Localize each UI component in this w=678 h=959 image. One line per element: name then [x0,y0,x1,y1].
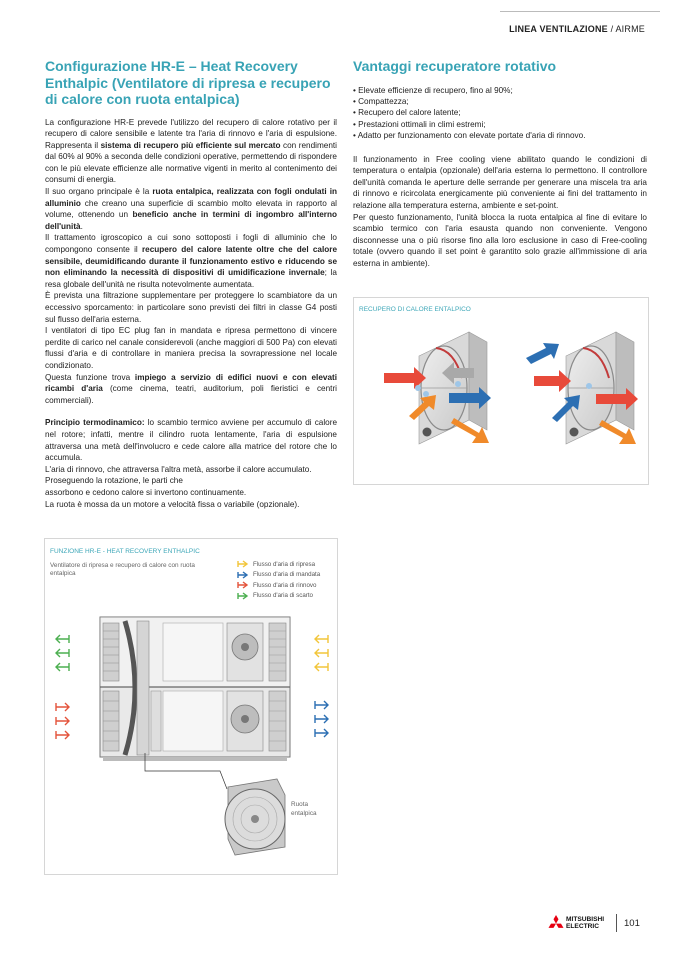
footer-brand: MITSUBISHI ELECTRIC [566,916,605,930]
legend-item: Flusso d'aria di mandata [237,570,320,581]
left-title: Configurazione HR-E – Heat Recovery Enthalpic (Ventilatore di ripresa e recupero di calore con ruota entalpica) [45,58,331,107]
footer-separator [616,914,617,932]
legend-item: Flusso d'aria di ripresa [237,559,320,570]
rotor-unit-left [384,332,491,444]
rotor-illustration [354,298,648,484]
left-paragraph-6: Questa funzione trova impiego a servizio di edifici nuovi e con elevati ricambi d'aria (come cinema, teatri, auditorium, poli fieristici e centri commerciali). [45,372,337,405]
legend-item: Flusso d'aria di rinnovo [237,580,320,591]
ahu-unit [100,617,290,761]
fresh-air-arrows [56,703,69,739]
left-paragraph-9: Proseguendo la rotazione, le parti che [45,476,183,486]
list-item: • Prestazioni ottimali in climi estremi; [353,119,486,129]
left-paragraph-3: Il trattamento igroscopico a cui sono sottoposti i fogli di alluminio che lo compongono consente il recupero del calore latente oltre che del calore sensibile, deumidificando durante il funzionamento estivo e riducendo se non eliminando la necessità di dispositivi di umidificazione invernale; la resa globale dell'unità ne risulta notevolmente aumentata. [45,233,337,289]
right-column [353,58,647,269]
header-section: LINEA VENTILAZIONE [509,24,608,34]
function-figure-subtitle: Ventilatore di ripresa e recupero di calore con ruota entalpica [50,562,195,578]
rotor-figure-label: RECUPERO DI CALORE ENTALPICO [359,306,471,313]
left-paragraph-5: I ventilatori di tipo EC plug fan in mandata e ripresa permettono di vincere perdite di carico nel canale considerevoli (anche maggiori di 500 Pa) con elevati flussi d'aria e di controllare in maniera precisa la sovrapressione nel locale condizionato. [45,326,337,370]
right-body [353,154,647,270]
list-item: • Compattezza; [353,96,409,106]
advantages-list [353,85,647,142]
legend-item: Flusso d'aria di scarto [237,591,320,602]
left-paragraph-7: Principio termodinamico: lo scambio termico avviene per accumulo di calore nel rotore; infatti, mentre il cilindro ruota lentamente, l'aria di espulsione attraversa una metà dell'involucro e cede calore alla matrice del rotore che lo accumula. [45,418,338,463]
list-item: • Recupero del calore latente; [353,108,461,118]
running-header [509,24,645,34]
left-paragraph-8: L'aria di rinnovo, che attraversa l'altra metà, assorbe il calore accumulato. [45,464,312,474]
blue-arrow [526,343,559,364]
supply-air-arrows [315,701,328,737]
left-paragraph-1: La configurazione HR-E prevede l'utilizzo del recupero di calore rotativo per il recupero di calore sensibile e latente tra l'aria di rinnovo e l'aria di espulsione. Rappresenta il sistema di recupero più efficiente sul mercato con rendimenti dal 60% al 90% a seconda delle condizioni operative, permettendo di rispondere con le più elevate efficienze alle normative vigenti in merito al contenimento dei consumi di energia. [45,117,337,185]
header-separator: / [607,24,616,34]
wheel-label: Ruota entalpica [291,801,317,817]
function-figure [44,538,338,875]
list-item: • Elevate efficienze di recupero, fino al 90%; [353,85,513,95]
left-paragraph-2: Il suo organo principale è la ruota entalpica, realizzata con fogli ondulati in alluminio che creano una superficie di scambio molto elevata in rapporto al volume, ottenendo un beneficio anche in termini di ingombro all'interno dell'unità. [45,187,337,231]
function-figure-label: FUNZIONE HR-E - HEAT RECOVERY ENTHALPIC [50,548,200,555]
rotor-unit-right [526,332,638,444]
right-title: Vantaggi recuperatore rotativo [353,58,557,74]
red-arrow [534,370,571,392]
header-rule [500,11,660,12]
rotor-figure [353,297,649,485]
left-paragraph-10: assorbono e cedono calore si invertono continuamente. [45,487,247,497]
left-paragraph-4: È prevista una filtrazione supplementare per proteggere lo scambiatore da un eccessivo sporcamento: in particolare sono previsti dei filtri in classe G4 posti sul flusso dell'aria esterna. [45,291,337,324]
exhaust-arrows [56,635,69,671]
left-paragraph-11: La ruota è mossa da un motore a velocità fissa o variabile (opzionale). [45,499,300,509]
list-item: • Adatto per funzionamento con elevate portate d'aria di rinnovo. [353,131,586,141]
header-brand: AIRME [615,24,645,34]
mitsubishi-logo-icon [547,915,565,931]
left-body [45,117,337,511]
ahu-illustration [45,539,337,874]
right-paragraph-2: Per questo funzionamento, l'unità blocca la ruota entalpica al fine di evitare lo scambio termico con l'aria esausta quando non conveniente. Vengono disconnesse una o più risorse fino alla loro esclusione in caso di Free-cooling totale (ovvero quando il set point è garantito solo grazie all'immissione di aria esterna in ambiente). [353,212,647,268]
right-paragraph-1: Il funzionamento in Free cooling viene abilitato quando le condizioni di temperatura o entalpia (opzionale) dell'aria esterna lo permettono. Il controllore dell'unità comanda le aperture delle serrande per generare una miscela tra aria di rinnovo e ricircolata energicamente più conveniente ai fini del trattamento in relazione alla temperatura esterna, ambiente e set-point. [353,154,647,210]
left-column [45,58,337,510]
enthalpic-wheel-detail [225,779,285,855]
page-number: 101 [624,918,640,929]
return-air-arrows [315,635,328,671]
